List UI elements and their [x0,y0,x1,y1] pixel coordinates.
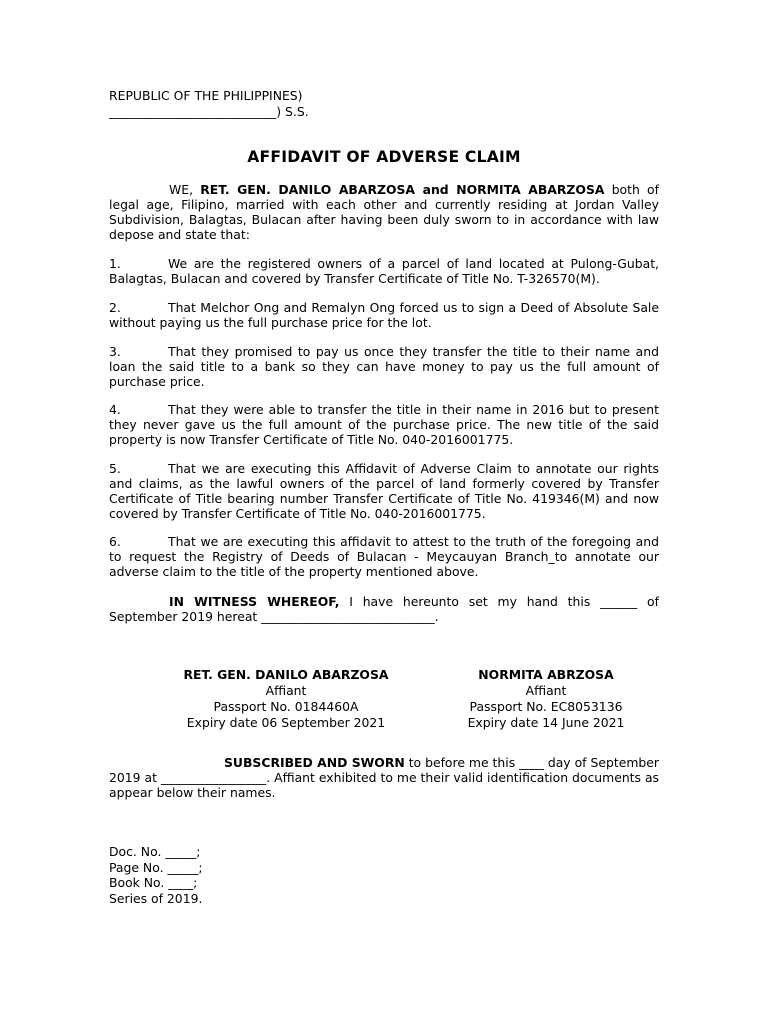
document-title: AFFIDAVIT OF ADVERSE CLAIM [247,148,521,166]
affiant-names: RET. GEN. DANILO ABARZOSA and NORMITA ABARZOSA [200,182,605,197]
paragraph-text: We are the registered owners of a parcel of land located at Pulong-Gubat, Balagtas, Bulacan and covered by Transfer Certificate of Title No. T-326570(M). [109,256,659,286]
paragraph-number: 5. [109,461,121,476]
paragraph-number: 4. [109,402,121,417]
notarial-register [109,844,203,906]
intro-we: WE, [169,182,194,197]
witness-paragraph [109,594,659,624]
signatory-role: Affiant [525,683,567,698]
paragraph-number: 2. [109,300,121,315]
intro-paragraph [109,182,659,242]
venue-block [109,88,309,120]
intro-text: both of legal age, Filipino, married with each other and currently residing at Jordan Valley Subdivision, Balagtas, Bulacan after having been duly sworn to in accordance with law depose and state that: [109,182,659,242]
signature-block-normita [447,667,645,731]
paragraph-2 [109,300,659,330]
signatory-passport: Passport No. EC8053136 [469,699,623,714]
subscribed-paragraph [109,755,659,800]
paragraph-1 [109,256,659,286]
signatory-name: RET. GEN. DANILO ABARZOSA [183,667,389,682]
paragraph-text: That they promised to pay us once they transfer the title to their name and loan the said title to a bank so they can have money to pay us the full amount of purchase price. [109,344,659,389]
signatory-role: Affiant [265,683,307,698]
paragraph-number: 6. [109,534,121,549]
paragraph-3 [109,344,659,389]
paragraph-text: That we are executing this Affidavit of Adverse Claim to annotate our rights and claims, as the lawful owners of the parcel of land formerly covered by Transfer Certificate of Title bearing number Transfer Certificate of Title No. 419346(M) and now covered by Transfer Certificate of Title No. 040-2016001775. [109,461,659,521]
signatory-expiry: Expiry date 14 June 2021 [467,715,625,730]
doc-number: Doc. No. _____; [109,844,201,859]
venue-line-ss: ___________________________) S.S. [109,104,309,119]
witness-text: I have hereunto set my hand this ______ of September 2019 hereat ____________________________. [109,594,660,624]
signature-block-danilo [163,667,409,731]
book-number: Book No. ____; [109,875,198,890]
series-year: Series of 2019. [109,890,203,906]
paragraph-text: That they were able to transfer the title in their name in 2016 but to present they never gave us the full amount of the purchase price. The new title of the said property is now Transfer Certificate of Title No. 040-2016001775. [109,402,659,447]
paragraph-5 [109,461,659,521]
paragraph-6 [109,534,659,579]
subscribed-text: to before me this ____ day of September 2019 at _________________. Affiant exhibited to me their valid identification documents as appear below their names. [109,755,659,800]
page-number: Page No. _____; [109,859,203,875]
witness-lead: IN WITNESS WHEREOF, [169,594,340,609]
paragraph-number: 1. [109,256,121,271]
signatory-expiry: Expiry date 06 September 2021 [186,715,386,730]
signatory-name: NORMITA ABRZOSA [478,667,614,682]
signatory-passport: Passport No. 0184460A [213,699,359,714]
subscribed-lead: SUBSCRIBED AND SWORN [224,755,405,770]
paragraph-text: That Melchor Ong and Remalyn Ong forced us to sign a Deed of Absolute Sale without paying us the full purchase price for the lot. [109,300,659,330]
paragraph-number: 3. [109,344,121,359]
paragraph-4 [109,402,659,447]
paragraph-text: That we are executing this affidavit to attest to the truth of the foregoing and to request the Registry of Deeds of Bulacan - Meycauyan Branch_to annotate our adverse claim to the title of the property mentioned above. [109,534,659,579]
venue-line-republic: REPUBLIC OF THE PHILIPPINES) [109,88,303,103]
